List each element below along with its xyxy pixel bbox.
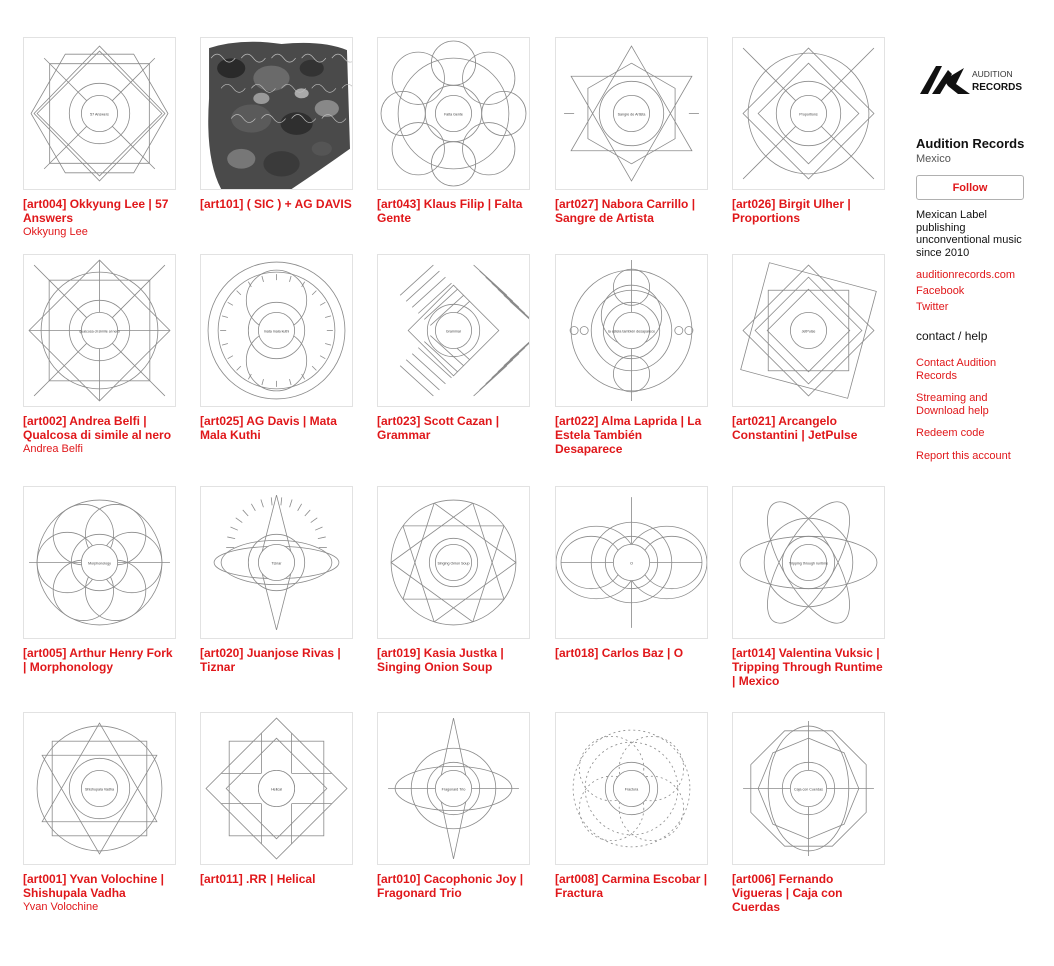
album-item[interactable] [23, 712, 178, 914]
label-name[interactable]: Audition Records [916, 136, 1025, 151]
album-title[interactable]: [art004] Okkyung Lee | 57 Answers [23, 197, 169, 225]
album-item[interactable] [732, 254, 887, 442]
album-cover[interactable] [377, 37, 530, 190]
album-title[interactable]: [art022] Alma Laprida | La Estela También Desaparece [555, 414, 702, 456]
album-title[interactable]: [art011] .RR | Helical [200, 872, 316, 886]
album-title[interactable]: [art002] Andrea Belfi | Qualcosa di simile al nero [23, 414, 172, 442]
album-cover[interactable] [23, 486, 176, 639]
album-cover[interactable] [377, 486, 530, 639]
album-title[interactable]: [art008] Carmina Escobar | Fractura [555, 872, 708, 900]
album-cover[interactable] [555, 712, 708, 865]
label-links [916, 269, 1034, 313]
album-title[interactable]: [art014] Valentina Vuksic | Tripping Through Runtime | Mexico [732, 646, 883, 688]
album-cover[interactable] [200, 37, 353, 190]
cover-title: Singing Onion Soup [437, 561, 470, 566]
album-item[interactable] [377, 254, 532, 442]
cover-title: Fractura [624, 787, 639, 792]
album-title[interactable]: [art023] Scott Cazan | Grammar [377, 414, 500, 442]
cover-title: Sangre de Artista [617, 112, 646, 117]
cover-title: mata mala kuthi [263, 329, 290, 334]
cover-title: Proportions [799, 112, 818, 117]
label-bio: Mexican Label publishing unconventional music since 2010 [916, 209, 1022, 259]
contact-help-heading: contact / help [916, 329, 988, 343]
cover-title: Morphonology [88, 561, 111, 566]
help-links [916, 357, 1034, 462]
album-title[interactable]: [art019] Kasia Justka | Singing Onion Soup [377, 646, 504, 674]
album-cover[interactable] [23, 37, 176, 190]
album-item[interactable] [555, 486, 710, 660]
album-cover[interactable] [555, 37, 708, 190]
cover-title: 57 Answers [90, 112, 109, 117]
album-item[interactable] [23, 254, 178, 456]
album-item[interactable] [555, 712, 710, 900]
album-cover[interactable] [23, 712, 176, 865]
label-location: Mexico [916, 153, 951, 165]
album-cover[interactable] [377, 254, 530, 407]
album-title[interactable]: [art010] Cacophonic Joy | Fragonard Trio [377, 872, 524, 900]
cover-title: Falta Gente [444, 112, 463, 117]
album-item[interactable] [555, 37, 710, 225]
album-cover[interactable] [23, 254, 176, 407]
streaming-help-link[interactable]: Streaming and Download help [916, 392, 989, 417]
cover-title: Helical [271, 787, 282, 792]
album-cover[interactable] [732, 37, 885, 190]
cover-title: qualcosa di simile al nero [79, 329, 120, 334]
cover-title: O [630, 561, 633, 566]
album-artist[interactable]: Yvan Volochine [23, 901, 99, 913]
album-item[interactable] [377, 712, 532, 900]
album-cover[interactable] [200, 486, 353, 639]
album-item[interactable] [200, 486, 355, 674]
album-title[interactable]: [art025] AG Davis | Mata Mala Kuthi [200, 414, 337, 442]
album-cover[interactable] [377, 712, 530, 865]
follow-button[interactable]: Follow [916, 175, 1024, 200]
album-title[interactable]: [art026] Birgit Ulher | Proportions [732, 197, 851, 225]
redeem-code-link[interactable]: Redeem code [916, 427, 985, 439]
svg-text:AUDITION: AUDITION [972, 69, 1013, 79]
album-cover[interactable] [200, 254, 353, 407]
album-title[interactable]: [art005] Arthur Henry Fork | Morphonology [23, 646, 173, 674]
cover-title: JetPulse [801, 329, 816, 334]
album-item[interactable] [377, 37, 532, 225]
album-title[interactable]: [art027] Nabora Carrillo | Sangre de Artista [555, 197, 696, 225]
website-link[interactable]: auditionrecords.com [916, 269, 1016, 281]
cover-title: Shishupala Vadha [84, 787, 115, 792]
album-item[interactable] [732, 486, 887, 688]
album-title[interactable]: [art101] ( SIC ) + AG DAVIS [200, 197, 352, 211]
album-title[interactable]: [art018] Carlos Baz | O [555, 646, 684, 660]
album-item[interactable] [200, 254, 355, 442]
contact-label-link[interactable]: Contact Audition Records [916, 357, 997, 382]
cover-title: Grammar [445, 329, 462, 334]
album-item[interactable] [200, 712, 355, 886]
cover-title: la estela también desaparece [607, 329, 656, 334]
album-artist[interactable]: Andrea Belfi [23, 443, 83, 455]
label-sidebar [916, 60, 1034, 472]
album-cover[interactable] [200, 712, 353, 865]
cover-title: Tiznar [271, 561, 282, 566]
album-title[interactable]: [art006] Fernando Vigueras | Caja con Cuerdas [732, 872, 843, 914]
album-item[interactable] [23, 486, 178, 674]
audition-records-logo[interactable] [918, 60, 1024, 100]
album-item[interactable] [555, 254, 710, 456]
album-artist[interactable]: Okkyung Lee [23, 226, 88, 238]
cover-title: Tripping through runtime [788, 561, 829, 566]
album-title[interactable]: [art043] Klaus Filip | Falta Gente [377, 197, 523, 225]
album-cover[interactable] [555, 486, 708, 639]
album-cover[interactable] [555, 254, 708, 407]
svg-text:RECORDS: RECORDS [972, 82, 1023, 93]
album-title[interactable]: [art021] Arcangelo Constantini | JetPulse [732, 414, 858, 442]
album-title[interactable]: [art020] Juanjose Rivas | Tiznar [200, 646, 341, 674]
album-item[interactable] [200, 37, 355, 211]
cover-title: Fragonard Trio [441, 787, 466, 792]
album-item[interactable] [23, 37, 178, 239]
cover-title: Caja con Cuerdas [794, 787, 823, 792]
album-cover[interactable] [732, 712, 885, 865]
report-account-link[interactable]: Report this account [916, 449, 1011, 462]
album-cover[interactable] [732, 254, 885, 407]
facebook-link[interactable]: Facebook [916, 285, 965, 297]
album-item[interactable] [377, 486, 532, 674]
album-title[interactable]: [art001] Yvan Volochine | Shishupala Vadha [23, 872, 164, 900]
twitter-link[interactable]: Twitter [916, 301, 949, 313]
album-item[interactable] [732, 37, 887, 225]
album-item[interactable] [732, 712, 887, 914]
album-cover[interactable] [732, 486, 885, 639]
